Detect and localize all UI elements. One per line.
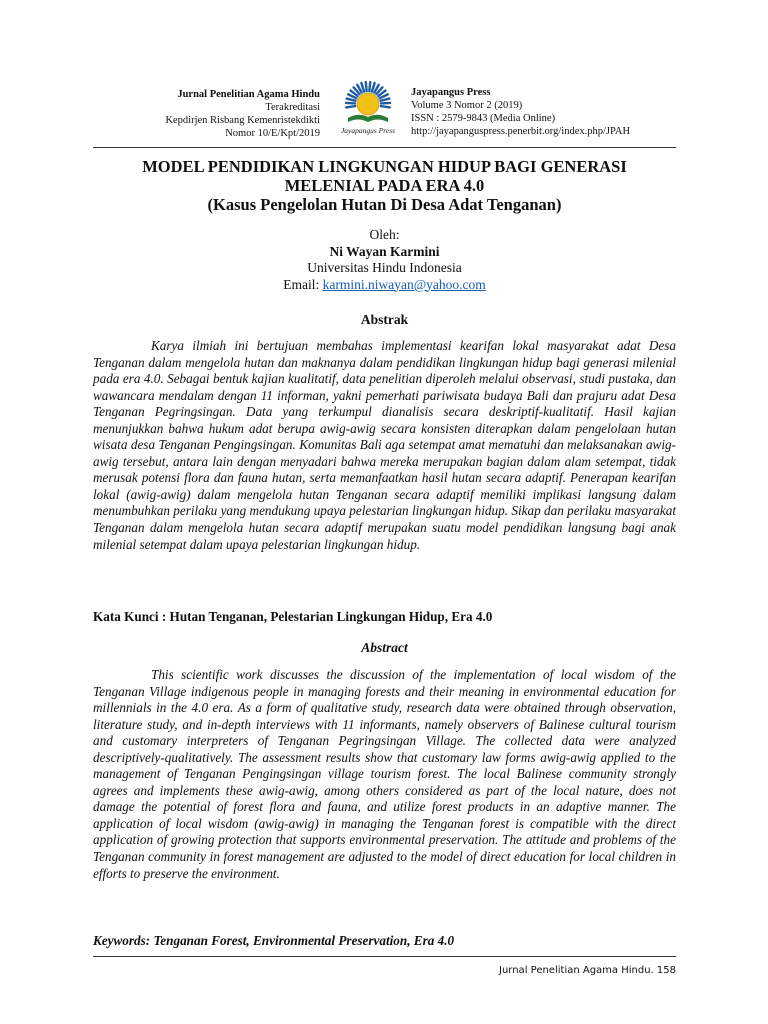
abstrak-body: Karya ilmiah ini bertujuan membahas implementasi kearifan lokal masyarakat adat Desa Tenganan dalam mengelola hutan dan maknanya dalam pendidikan lingkungan hidup bagi generasi milenial pada era 4.0. Sebagai bentuk kajian kualitatif, data penelitian diperoleh melalui observasi, studi pustaka, dan wawancara mendalam dengan 11 informan, yakni pemerhati pariwisata budaya Bali dan prajuru adat Desa Tenganan Pegringsingan. Data yang terkumpul dianalisis secara deskriptif-kualitatif. Hasil kajian menunjukkan bahwa hukum adat berupa awig-awig secara konsisten diterapkan dalam pengelolaan hutan wisata desa Tenganan Pengingsingan. Komunitas Bali aga setempat amat mematuhi dan melaksanakan awig-awig tersebut, antara lain dengan menyadari bahwa mereka merupakan bagian dalam alam setempat, tidak merusak potensi flora dan fauna hutan, serta memanfaatkan hasil hutan secara adaptif. Penerapan kearifan lokal (awig-awig) dalam mengelola hutan Tenganan secara adaptif memiliki implikasi langsung dalam menumbuhkan perilaku yang mendukung upaya pelestarian lingkungan hidup. Sikap dan perilaku masyarakat Tenganan dalam mengelola hutan secara adaptif merupakan suatu model pendidikan langsung bagi anak milenial setempat dalam upaya pelestarian lingkungan hidup. <box>93 338 676 552</box>
header-divider <box>93 147 676 148</box>
journal-url[interactable]: http://jayapanguspress.penerbit.org/index.php/JPAH <box>411 126 631 137</box>
author-affiliation: Universitas Hindu Indonesia <box>307 260 462 275</box>
by-label: Oleh: <box>369 227 400 242</box>
sun-ray <box>372 83 375 92</box>
abstract-body: This scientific work discusses the discussion of the implementation of local wisdom of the Tenganan Village indigenous people in managing forests and their meaning in environmental education for millennials in the 4.0 era. As a form of qualitative study, research data were obtained through observation, literature study, and in-depth interviews with 11 informants, namely observers of Balinese cultural tourism and customary interpreters of Tenganan Pegringsingan Village. The collected data were analyzed descriptively-qualitatively. The assessment results show that customary law forms awig-awig applied to the management of Tenganan Pengingsingan village tourism forest. The local Balinese community strongly agrees and implements these awig-awig, among others considered as part of the local nature, does not damage the potential of forest flora and fauna, and utilize forest products in an adaptive manner. The application of local wisdom (awig-awig) in managing the Tenganan forest is compatible with the direct application of growing protection that supports environmental preservation. The attitude and problems of the Tenganan community in forest management are adjusted to the model of direct education for local children in efforts to preserve the environment. <box>93 667 676 881</box>
accreditation-status: Terakreditasi <box>265 102 320 113</box>
title-subtitle: (Kasus Pengelolan Hutan Di Desa Adat Tenganan) <box>207 195 562 214</box>
author-name: Ni Wayan Karmini <box>329 243 440 259</box>
title-line-2: MELENIAL PADA ERA 4.0 <box>284 176 485 195</box>
sun-ray <box>381 106 390 107</box>
author-email-link[interactable]: karmini.niwayan@yahoo.com <box>322 276 486 292</box>
journal-header-left <box>120 88 320 140</box>
accreditor: Kepdirjen Risbang Kemenristekdikti <box>165 115 320 126</box>
paper-title <box>93 157 676 214</box>
sun-ray <box>346 106 355 107</box>
sun-ray <box>366 82 367 91</box>
page-footer: Jurnal Penelitian Agama Hindu. 158 <box>499 965 676 976</box>
abstrak-heading: Abstrak <box>360 312 409 327</box>
logo-text: Jayapangus Press <box>340 126 396 135</box>
issn: ISSN : 2579-9843 (Media Online) <box>411 113 556 124</box>
journal-header-right <box>411 86 691 138</box>
volume-info: Volume 3 Nomor 2 (2019) <box>411 100 523 111</box>
kata-kunci: Kata Kunci : Hutan Tenganan, Pelestarian Lingkungan Hidup, Era 4.0 <box>93 609 493 624</box>
footer-divider <box>93 956 676 957</box>
sun-ray <box>361 83 364 92</box>
keywords: Keywords: Tenganan Forest, Environmental Preservation, Era 4.0 <box>93 933 455 948</box>
publisher-name: Jayapangus Press <box>411 87 491 98</box>
journal-name: Jurnal Penelitian Agama Hindu <box>177 89 320 100</box>
jayapangus-press-logo <box>330 80 406 136</box>
decree-number: Nomor 10/E/Kpt/2019 <box>225 128 320 139</box>
author-block <box>93 227 676 293</box>
author-email-line <box>93 277 676 294</box>
sun-ray <box>369 82 370 91</box>
abstract-heading: Abstract <box>361 640 408 655</box>
sun-ray <box>347 99 356 101</box>
sun-book-logo-icon <box>330 80 406 136</box>
sun-ray <box>381 99 390 101</box>
email-label: Email: <box>283 276 323 292</box>
title-line-1: MODEL PENDIDIKAN LINGKUNGAN HIDUP BAGI GENERASI <box>142 157 627 176</box>
